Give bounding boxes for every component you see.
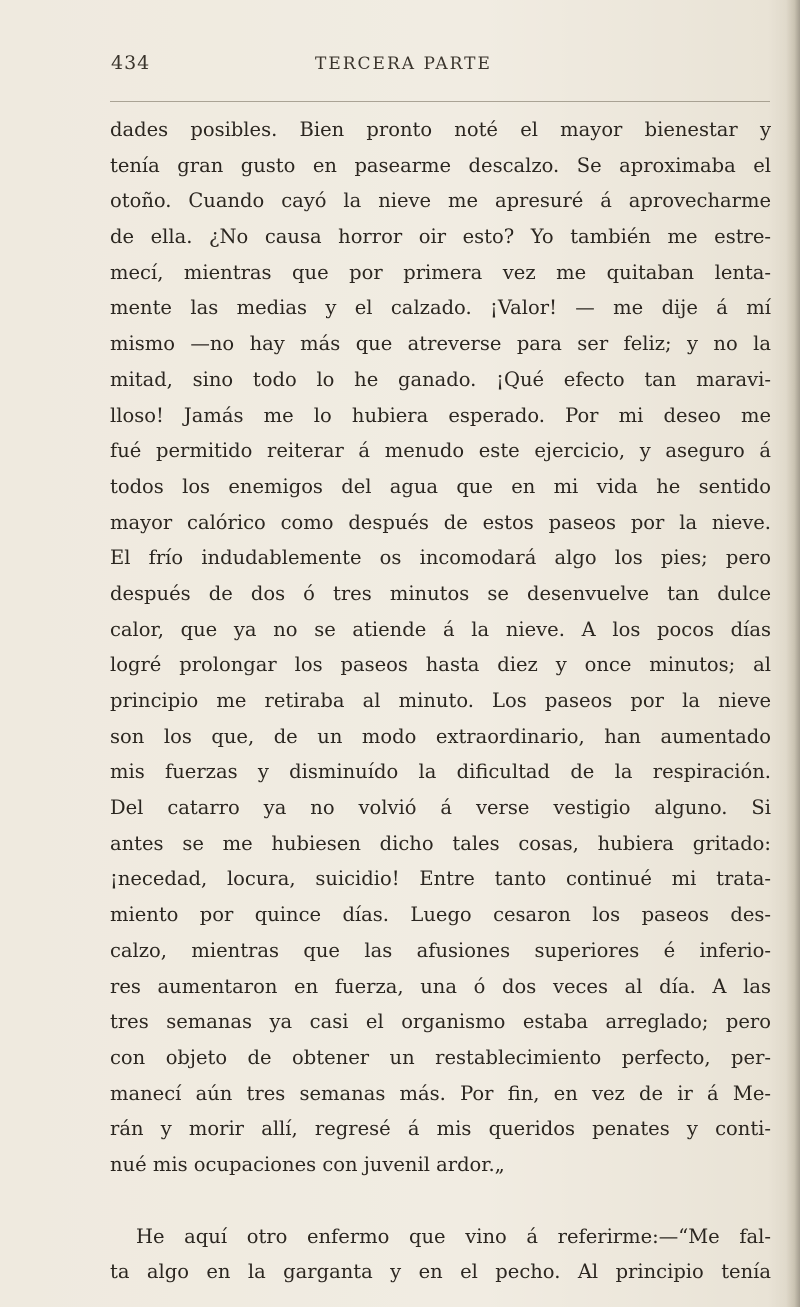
text-line: mecí, mientras que por primera vez me quitaban lenta-: [110, 260, 771, 284]
text-line: después de dos ó tres minutos se desenvuelve tan dulce: [110, 581, 771, 605]
text-line: dades posibles. Bien pronto noté el mayor bienestar y: [110, 118, 771, 141]
text-line: otoño. Cuando cayó la nieve me apresuré á aprovecharme: [110, 189, 771, 213]
text-line: miento por quince días. Luego cesaron los paseos des-: [110, 903, 771, 927]
text-line: He aquí otro enfermo que vino á referirme:—“Me fal-: [136, 1224, 771, 1248]
text-line: tres semanas ya casi el organismo estaba arreglado; pero: [110, 1010, 771, 1034]
paragraph-gap: [110, 1183, 771, 1219]
text-line: mente las medias y el calzado. ¡Valor! — me dije á mí: [110, 296, 771, 320]
text-line: mayor calórico como después de estos paseos por la nieve.: [110, 510, 771, 534]
paragraph-2: [110, 1219, 771, 1290]
text-line: lloso! Jamás me lo hubiera esperado. Por mi deseo me: [110, 403, 771, 427]
text-line: ta algo en la garganta y en el pecho. Al principio tenía: [110, 1260, 771, 1284]
text-line: calor, que ya no se atiende á la nieve. A los pocos días: [110, 617, 771, 641]
body-text: [110, 112, 771, 1290]
text-line: ¡necedad, locura, suicidio! Entre tanto continué mi trata-: [110, 867, 771, 891]
header-rule: [110, 101, 770, 102]
text-line: Del catarro ya no volvió á verse vestigio alguno. Si: [110, 796, 771, 820]
text-line: principio me retiraba al minuto. Los paseos por la nieve: [110, 689, 771, 712]
text-line: mis fuerzas y disminuído la dificultad de la respiración.: [110, 760, 771, 784]
text-line: antes se me hubiesen dicho tales cosas, hubiera gritado:: [110, 831, 771, 855]
running-head: TERCERA PARTE: [315, 54, 492, 74]
page-header: [0, 52, 800, 92]
text-line: mismo —no hay más que atreverse para ser feliz; y no la: [110, 332, 771, 356]
text-line: mitad, sino todo lo he ganado. ¡Qué efecto tan maravi-: [110, 367, 771, 391]
text-line: tenía gran gusto en pasearme descalzo. Se aproximaba el: [110, 153, 771, 177]
text-line: nué mis ocupaciones con juvenil ardor.„: [110, 1152, 505, 1176]
text-line: res aumentaron en fuerza, una ó dos veces al día. A las: [110, 974, 771, 998]
text-line: son los que, de un modo extraordinario, han aumentado: [110, 724, 771, 748]
text-line: calzo, mientras que las afusiones superiores é inferio-: [110, 938, 771, 962]
page-edge-shadow: [786, 0, 800, 1307]
text-line: todos los enemigos del agua que en mi vida he sentido: [110, 474, 771, 498]
text-line: con objeto de obtener un restablecimiento perfecto, per-: [110, 1045, 771, 1069]
paragraph-1: [110, 112, 771, 1183]
text-line: El frío indudablemente os incomodará algo los pies; pero: [110, 546, 771, 570]
text-line: logré prolongar los paseos hasta diez y once minutos; al: [110, 653, 771, 677]
text-line: fué permitido reiterar á menudo este ejercicio, y aseguro á: [110, 439, 771, 463]
text-line: de ella. ¿No causa horror oir esto? Yo también me estre-: [110, 225, 771, 249]
page-number: 434: [111, 52, 151, 74]
text-line: rán y morir allí, regresé á mis queridos penates y conti-: [110, 1117, 771, 1141]
text-line: manecí aún tres semanas más. Por fin, en vez de ir á Me-: [110, 1081, 771, 1105]
